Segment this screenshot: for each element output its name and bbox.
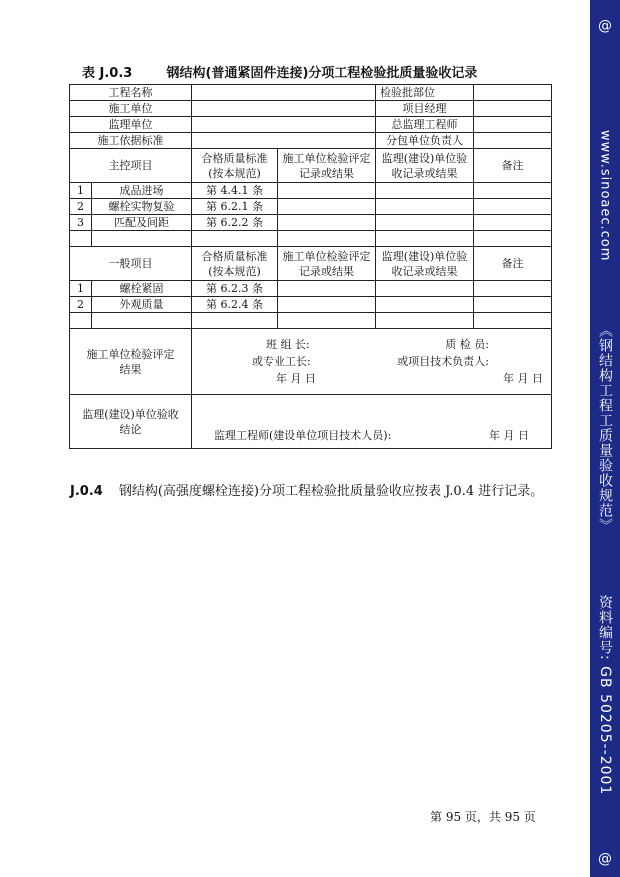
item-name: 外观质量: [92, 297, 192, 313]
item-no: 1: [70, 183, 92, 199]
header-right-label: 项目经理: [376, 101, 474, 117]
col-contractor: 施工单位检验评定记录或结果: [278, 149, 376, 183]
header-right-label: 分包单位负责人: [376, 133, 474, 149]
foreman-label: 或专业工长:: [252, 355, 311, 368]
date-left: 年 月 日: [276, 372, 316, 385]
table-number: 表 J.0.3: [82, 66, 133, 81]
tech-lead-label: 或项目技术负责人:: [397, 355, 489, 368]
header-row: [70, 133, 552, 149]
supervisor-cell[interactable]: [376, 297, 474, 313]
item-name: 匹配及间距: [92, 215, 192, 231]
team-leader-label: 班 组 长:: [266, 338, 310, 351]
header-row: [70, 101, 552, 117]
at-sign-top: @: [598, 18, 612, 34]
header-row: [70, 85, 552, 101]
header-label: 监理单位: [70, 117, 192, 133]
item-name: 螺栓紧固: [92, 281, 192, 297]
at-sign-bottom: @: [598, 851, 612, 867]
main-section-header: [70, 149, 552, 183]
table-row-empty: [70, 231, 552, 247]
item-clause: 第 6.2.4 条: [192, 297, 278, 313]
header-label: 工程名称: [70, 85, 192, 101]
col-standard: 合格质量标准(按本规范): [192, 247, 278, 281]
paragraph-number: J.0.4: [70, 484, 103, 499]
table-row: [70, 281, 552, 297]
header-row: [70, 117, 552, 133]
contractor-eval-row: [70, 329, 552, 395]
supervisor-cell[interactable]: [376, 215, 474, 231]
date-right: 年 月 日: [503, 372, 543, 385]
header-right-label: 检验批部位: [376, 85, 474, 101]
col-supervisor: 监理(建设)单位验收记录或结果: [376, 247, 474, 281]
header-value[interactable]: [192, 133, 376, 149]
header-label: 施工依据标准: [70, 133, 192, 149]
item-clause: 第 4.4.1 条: [192, 183, 278, 199]
empty-cell[interactable]: [376, 313, 474, 329]
general-section-label: 一般项目: [70, 247, 192, 281]
doc-code: 资料编号: GB 50205--2001: [597, 595, 613, 796]
supervisor-cell[interactable]: [376, 183, 474, 199]
contractor-cell[interactable]: [278, 199, 376, 215]
paragraph-j04: [70, 480, 543, 499]
empty-cell[interactable]: [92, 313, 192, 329]
contractor-eval-label: 施工单位检验评定结果: [70, 329, 192, 395]
remark-cell[interactable]: [474, 199, 552, 215]
table-row: [70, 297, 552, 313]
book-title: 《钢结构工程工质量验收规范》: [597, 323, 613, 534]
supervisor-accept-signature[interactable]: [192, 395, 552, 449]
empty-cell[interactable]: [70, 313, 92, 329]
empty-cell[interactable]: [474, 231, 552, 247]
remark-cell[interactable]: [474, 297, 552, 313]
accept-date: 年 月 日: [489, 429, 529, 442]
general-section-header: [70, 247, 552, 281]
table-name: 钢结构(普通紧固件连接)分项工程检验批质量验收记录: [166, 66, 478, 81]
inspection-record-table: [69, 84, 552, 449]
paragraph-text: 钢结构(高强度螺栓连接)分项工程检验批质量验收应按表 J.0.4 进行记录。: [118, 484, 544, 499]
empty-cell[interactable]: [192, 231, 278, 247]
header-label: 施工单位: [70, 101, 192, 117]
empty-cell[interactable]: [376, 231, 474, 247]
item-no: 2: [70, 297, 92, 313]
contractor-cell[interactable]: [278, 281, 376, 297]
item-no: 2: [70, 199, 92, 215]
col-contractor: 施工单位检验评定记录或结果: [278, 247, 376, 281]
header-right-value[interactable]: [474, 117, 552, 133]
supervisor-cell[interactable]: [376, 199, 474, 215]
contractor-eval-signatures[interactable]: [192, 329, 552, 395]
table-title: [82, 62, 477, 81]
table-row: [70, 215, 552, 231]
col-supervisor: 监理(建设)单位验收记录或结果: [376, 149, 474, 183]
empty-cell[interactable]: [474, 313, 552, 329]
header-value[interactable]: [192, 85, 376, 101]
main-section-label: 主控项目: [70, 149, 192, 183]
empty-cell[interactable]: [192, 313, 278, 329]
item-name: 成品进场: [92, 183, 192, 199]
item-no: 3: [70, 215, 92, 231]
header-value[interactable]: [192, 101, 376, 117]
header-value[interactable]: [192, 117, 376, 133]
item-no: 1: [70, 281, 92, 297]
supervisor-accept-row: [70, 395, 552, 449]
table-row: [70, 199, 552, 215]
contractor-cell[interactable]: [278, 183, 376, 199]
empty-cell[interactable]: [278, 313, 376, 329]
item-clause: 第 6.2.1 条: [192, 199, 278, 215]
table-row-empty: [70, 313, 552, 329]
website-url[interactable]: www.sinoaec.com: [597, 129, 613, 262]
item-clause: 第 6.2.2 条: [192, 215, 278, 231]
supervisor-accept-label: 监理(建设)单位验收结论: [70, 395, 192, 449]
contractor-cell[interactable]: [278, 215, 376, 231]
header-right-label: 总监理工程师: [376, 117, 474, 133]
header-right-value[interactable]: [474, 133, 552, 149]
col-standard: 合格质量标准(按本规范): [192, 149, 278, 183]
header-right-value[interactable]: [474, 85, 552, 101]
table-row: [70, 183, 552, 199]
col-remark: 备注: [474, 247, 552, 281]
empty-cell[interactable]: [70, 231, 92, 247]
empty-cell[interactable]: [92, 231, 192, 247]
item-name: 螺栓实物复验: [92, 199, 192, 215]
remark-cell[interactable]: [474, 281, 552, 297]
engineer-label: 监理工程师(建设单位项目技术人员):: [214, 429, 392, 442]
empty-cell[interactable]: [278, 231, 376, 247]
sidebar-banner: [590, 0, 620, 877]
supervisor-cell[interactable]: [376, 281, 474, 297]
remark-cell[interactable]: [474, 215, 552, 231]
item-clause: 第 6.2.3 条: [192, 281, 278, 297]
page-footer: 第 95 页，共 95 页: [430, 810, 536, 824]
remark-cell[interactable]: [474, 183, 552, 199]
inspector-label: 质 检 员:: [445, 338, 489, 351]
col-remark: 备注: [474, 149, 552, 183]
contractor-cell[interactable]: [278, 297, 376, 313]
header-right-value[interactable]: [474, 101, 552, 117]
